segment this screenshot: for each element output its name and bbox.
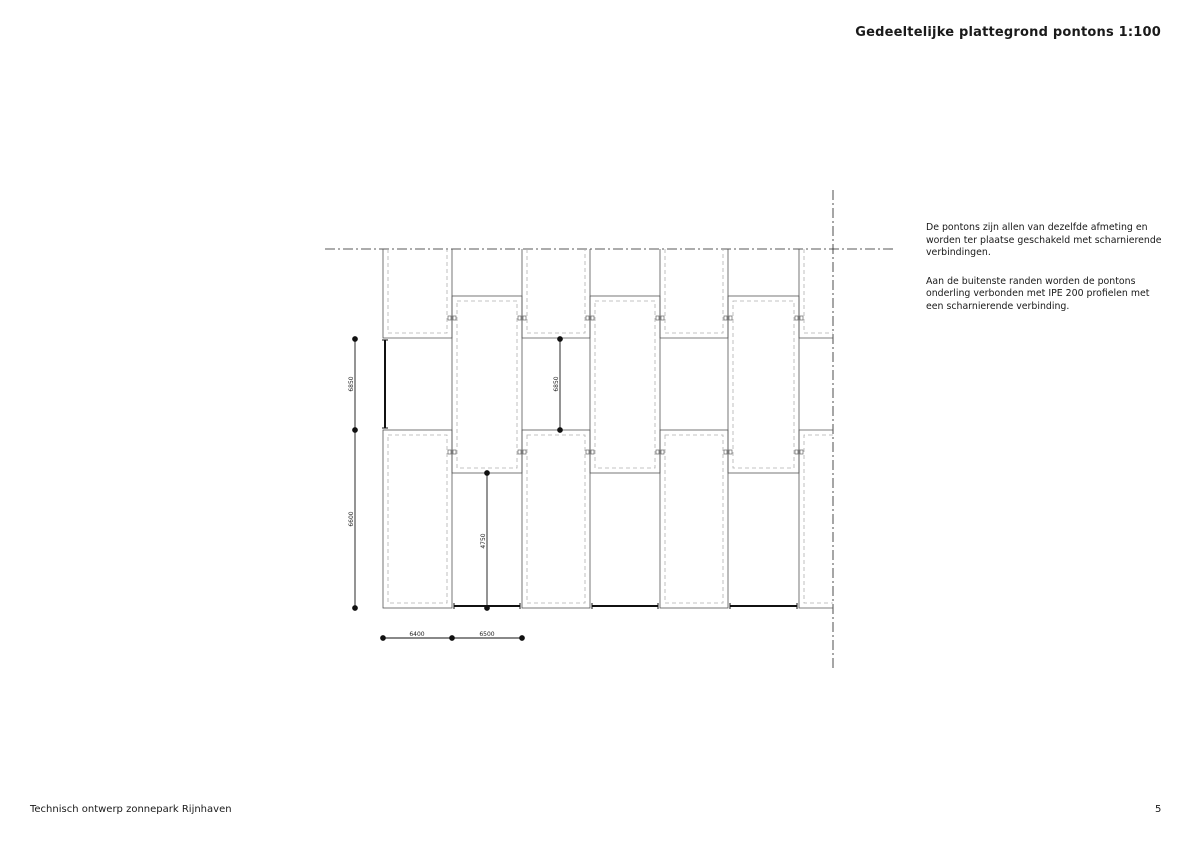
note-paragraph-2: Aan de buitenste randen worden de pontons onderling verbonden met IPE 200 profielen met een scharnierende verbinding. <box>926 275 1150 312</box>
dim-label-inner-gap: 6850 <box>553 376 560 392</box>
ponton-row-middle <box>452 296 799 473</box>
ipe-profile-ticks <box>382 340 797 609</box>
dim-label-bottom-a: 6400 <box>409 631 425 638</box>
dim-dot <box>485 471 490 476</box>
dim-dot <box>353 606 358 611</box>
dim-dot <box>381 636 386 641</box>
notes <box>926 222 1166 330</box>
note-paragraph-1: De pontons zijn allen van dezelfde afmeting en worden ter plaatse geschakeld met scharnierende verbindingen. <box>926 222 1162 259</box>
dim-label-left-bottom: 6600 <box>348 511 355 527</box>
page-number: 5 <box>1155 804 1162 815</box>
dim-dot <box>520 636 525 641</box>
dim-label-left-top: 6850 <box>348 376 355 392</box>
ponton-row-bottom-inner <box>388 435 833 603</box>
ponton-row-top <box>383 249 833 338</box>
hinge-connectors <box>448 316 803 454</box>
page-title: Gedeeltelijke plattegrond pontons 1:100 <box>855 25 1161 40</box>
dim-dot <box>353 428 358 433</box>
dim-label-bottom-b: 6500 <box>479 631 495 638</box>
dim-dot <box>558 337 563 342</box>
ponton-row-middle-inner <box>457 301 794 468</box>
dim-dot <box>485 606 490 611</box>
ponton-row-bottom <box>383 430 833 608</box>
dim-label-inner-height: 4750 <box>480 533 487 549</box>
footer-project-name: Technisch ontwerp zonnepark Rijnhaven <box>30 804 232 815</box>
dim-dot <box>353 337 358 342</box>
ponton-row-top-inner <box>388 249 833 333</box>
dim-dot <box>450 636 455 641</box>
dim-dot <box>558 428 563 433</box>
